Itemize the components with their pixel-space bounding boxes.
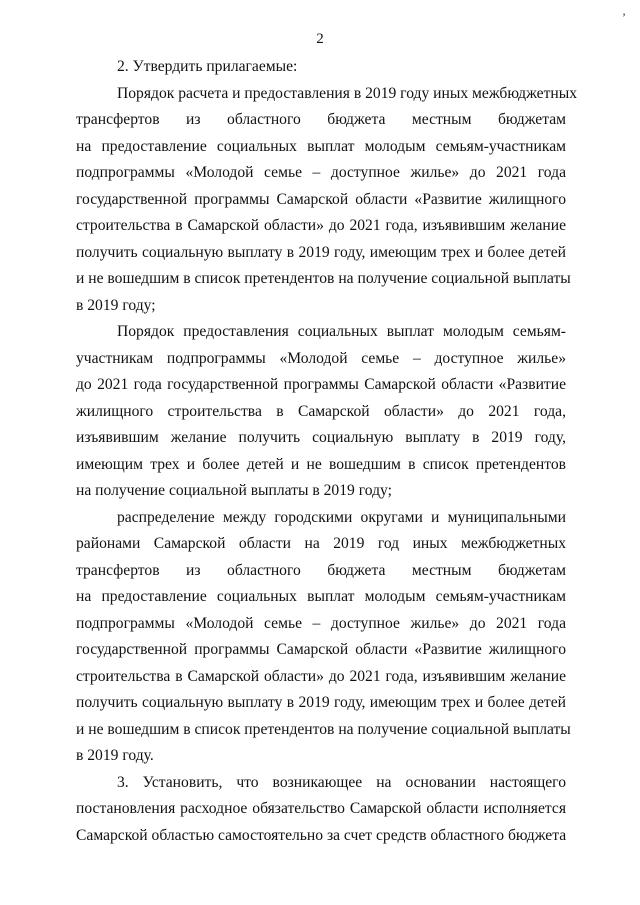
paragraph-line: в 2019 году; <box>76 296 156 314</box>
paragraph-line: строительства в Самарской области» до 2021 года, изъявившим желание <box>76 217 566 234</box>
paragraph-line: получить социальную выплату в 2019 году, имеющим трех и более детей <box>76 694 566 711</box>
corner-mark: ’ <box>622 10 626 24</box>
document-body <box>76 54 578 849</box>
paragraph-line: участникам подпрограммы «Молодой семье – доступное жилье» <box>76 349 566 367</box>
paragraph-calculation-procedure <box>76 81 578 320</box>
paragraph-line: государственной программы Самарской области «Развитие жилищного <box>76 641 566 658</box>
paragraph-line: в 2019 году. <box>76 747 154 764</box>
paragraph-payment-procedure <box>76 319 566 505</box>
paragraph-obligation <box>76 770 566 850</box>
paragraph-line: 2. Утвердить прилагаемые: <box>117 58 298 75</box>
paragraph-line: распределение между городскими округами и муниципальными <box>117 508 566 526</box>
paragraph-line: Порядок расчета и предоставления в 2019 году иных межбюджетных <box>117 84 578 102</box>
paragraph-line: Самарской областью самостоятельно за счет средств областного бюджета <box>76 826 567 844</box>
paragraph-line: трансфертов из областного бюджета местным бюджетам <box>76 561 566 579</box>
paragraph-line: жилищного строительства в Самарской области» до 2021 года, <box>76 402 566 420</box>
paragraph-line: трансфертов из областного бюджета местным бюджетам <box>76 111 566 128</box>
paragraph-line: изъявившим желание получить социальную выплату в 2019 году, <box>76 429 566 446</box>
page-number: 2 <box>316 31 324 47</box>
paragraph-line: 3. Установить, что возникающее на основании настоящего <box>117 773 566 791</box>
paragraph-line: подпрограммы «Молодой семье – доступное жилье» до 2021 года <box>76 614 566 632</box>
paragraph-line: имеющим трех и более детей и не вошедшим в список претендентов <box>76 455 566 473</box>
paragraph-line: на получение социальной выплаты в 2019 году; <box>76 482 392 499</box>
paragraph-line: подпрограммы «Молодой семье – доступное жилье» до 2021 года <box>76 164 566 181</box>
paragraph-line: Порядок предоставления социальных выплат молодым семьям- <box>117 323 566 340</box>
paragraph-line: районами Самарской области на 2019 год иных межбюджетных <box>76 535 566 552</box>
paragraph-line: на предоставление социальных выплат молодым семьям-участникам <box>76 588 566 605</box>
paragraph-line: на предоставление социальных выплат молодым семьям-участникам <box>76 137 566 155</box>
paragraph-line: строительства в Самарской области» до 2021 года, изъявившим желание <box>76 667 566 685</box>
paragraph-line: и не вошедшим в список претендентов на получение социальной выплаты <box>76 270 571 287</box>
paragraph-line: получить социальную выплату в 2019 году, имеющим трех и более детей <box>76 243 566 261</box>
paragraph-line: до 2021 года государственной программы Самарской области «Развитие <box>76 376 566 393</box>
paragraph-approve-heading <box>76 54 566 81</box>
paragraph-line: постановления расходное обязательство Самарской области исполняется <box>76 800 566 817</box>
paragraph-line: и не вошедшим в список претендентов на получение социальной выплаты <box>76 720 571 738</box>
paragraph-distribution <box>76 505 571 770</box>
paragraph-line: государственной программы Самарской области «Развитие жилищного <box>76 190 566 208</box>
